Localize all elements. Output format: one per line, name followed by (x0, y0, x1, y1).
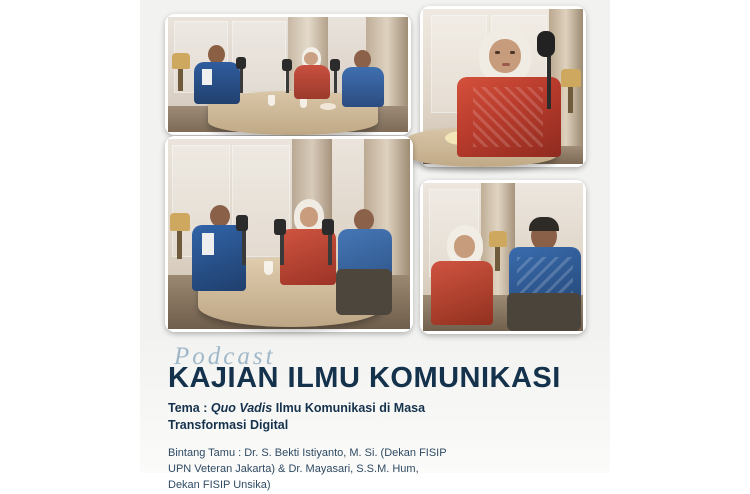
poster-theme-italic: Quo Vadis (210, 401, 273, 416)
poster-guests-line3: Dekan FISIP Unsika) (168, 479, 271, 492)
photo-bottom-left-wide-table (165, 136, 413, 332)
poster-theme (168, 400, 588, 434)
poster-text-block (168, 344, 588, 494)
photo-top-left-content (168, 17, 408, 132)
photo-bottom-left-content (168, 139, 410, 329)
photo-bottom-right-two-guests (420, 180, 586, 334)
poster-guests-line1: Bintang Tamu : Dr. S. Bekti Istiyanto, M. Si. (Dekan FISIP (168, 447, 447, 460)
poster-guests-line2: UPN Veteran Jakarta) & Dr. Mayasari, S.S.M. Hum, (168, 463, 419, 476)
left-white-margin (0, 0, 140, 473)
poster-title: KAJIAN ILMU KOMUNIKASI (168, 362, 561, 394)
poster-guests (168, 446, 588, 494)
poster-theme-line2: Transformasi Digital (168, 418, 289, 433)
poster-theme-rest: Ilmu Komunikasi di Masa (275, 401, 426, 416)
photo-bottom-right-content (423, 183, 583, 331)
photo-top-left-panel-discussion (165, 14, 411, 135)
right-white-margin (610, 0, 750, 473)
poster-kicker: Podcast (174, 343, 276, 370)
photo-top-right-content (423, 9, 583, 164)
photo-top-right-host-red-batik (420, 6, 586, 167)
poster-theme-label: Tema : (168, 401, 208, 416)
